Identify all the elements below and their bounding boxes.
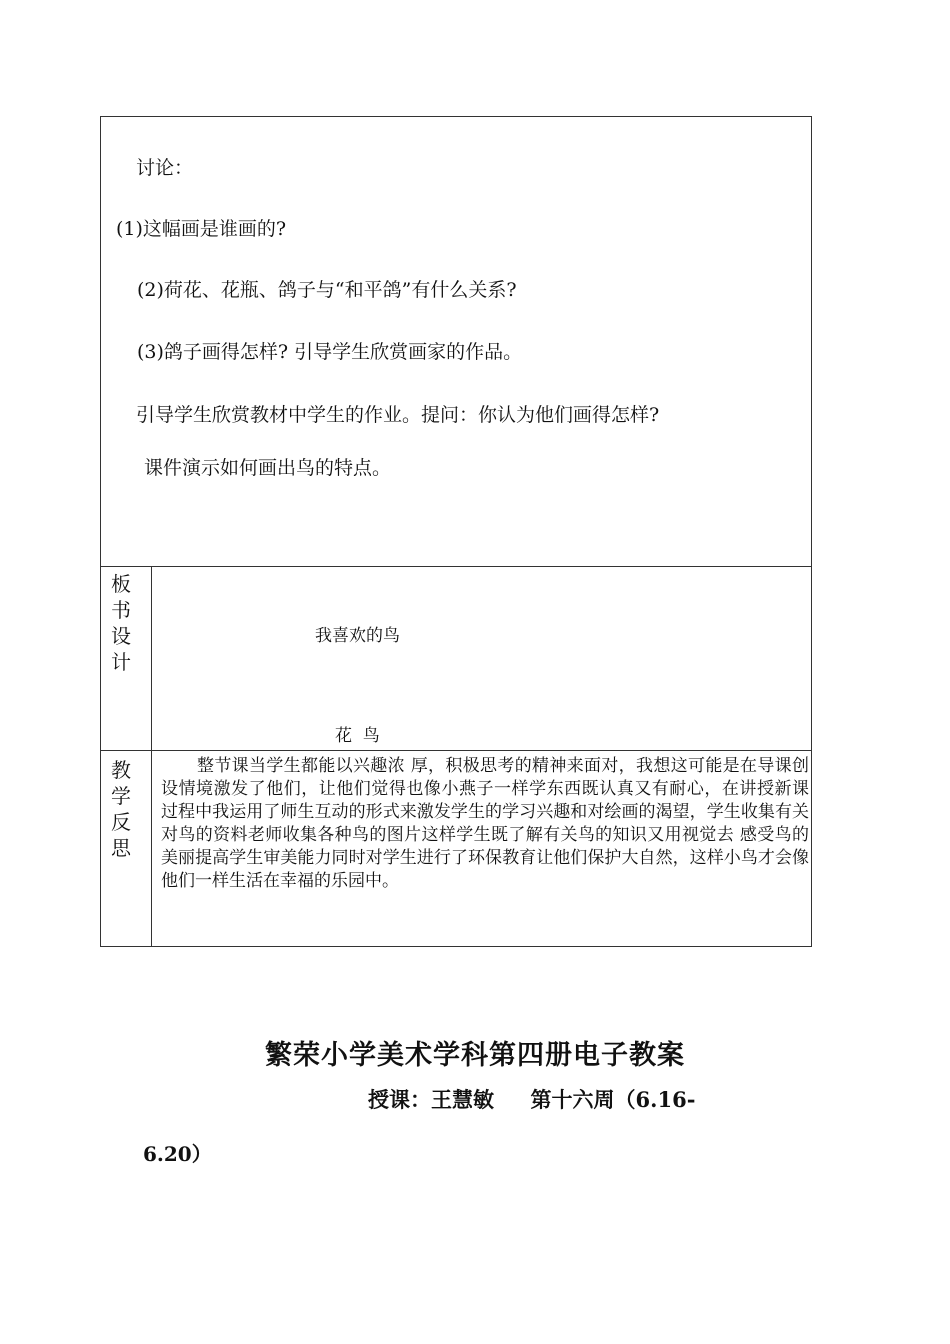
reflection-text: 整节课当学生都能以兴趣浓 厚，积极思考的精神来面对，我想这可能是在导课创设情境激发了他们，让他们觉得也像小燕子一样学东西既认真又有耐心，在讲授新课 过程中我运用了师生互动的形式来激发学生的学习兴趣和对绘画的渴望，学生收集有关对鸟的资料老师收集各种鸟的图片这样学生既了解有关鸟的知识又用视觉去 感受鸟的美丽提高学生审美能力同时对学生进行了环保教育让他们保护大自然，这样小鸟才会像他们一样生活在幸福的乐园中。 xyxy=(161,756,809,891)
courseware-text: 课件演示如何画出鸟的特点。 xyxy=(144,457,392,479)
reflection-row xyxy=(101,751,811,947)
guide-text: 引导学生欣赏教材中学生的作业。提问：你认为他们画得怎样? xyxy=(136,404,660,426)
board-design-row xyxy=(101,567,811,751)
board-title: 我喜欢的鸟 xyxy=(315,626,400,646)
board-design-label: 板书设计 xyxy=(111,572,131,674)
question-1: (1)这幅画是谁画的? xyxy=(116,218,287,240)
lesson-content-cell xyxy=(101,117,811,567)
question-3: (3)鸽子画得怎样? 引导学生欣赏画家的作品。 xyxy=(137,341,523,363)
teacher-line: 授课：王慧敏 第十六周（6.16- xyxy=(368,1087,696,1112)
question-2: (2)荷花、花瓶、鸽子与“和平鸽”有什么关系? xyxy=(137,279,517,301)
reflection-label: 教学反思 xyxy=(111,758,131,860)
date-continuation: 6.20） xyxy=(143,1142,212,1166)
lesson-table xyxy=(100,116,812,947)
board-design-label-cell xyxy=(101,567,152,750)
reflection-label-cell xyxy=(101,751,152,947)
discussion-label: 讨论： xyxy=(136,157,194,179)
board-subtitle: 花 鸟 xyxy=(335,726,380,746)
document-title: 繁荣小学美术学科第四册电子教案 xyxy=(265,1040,685,1071)
